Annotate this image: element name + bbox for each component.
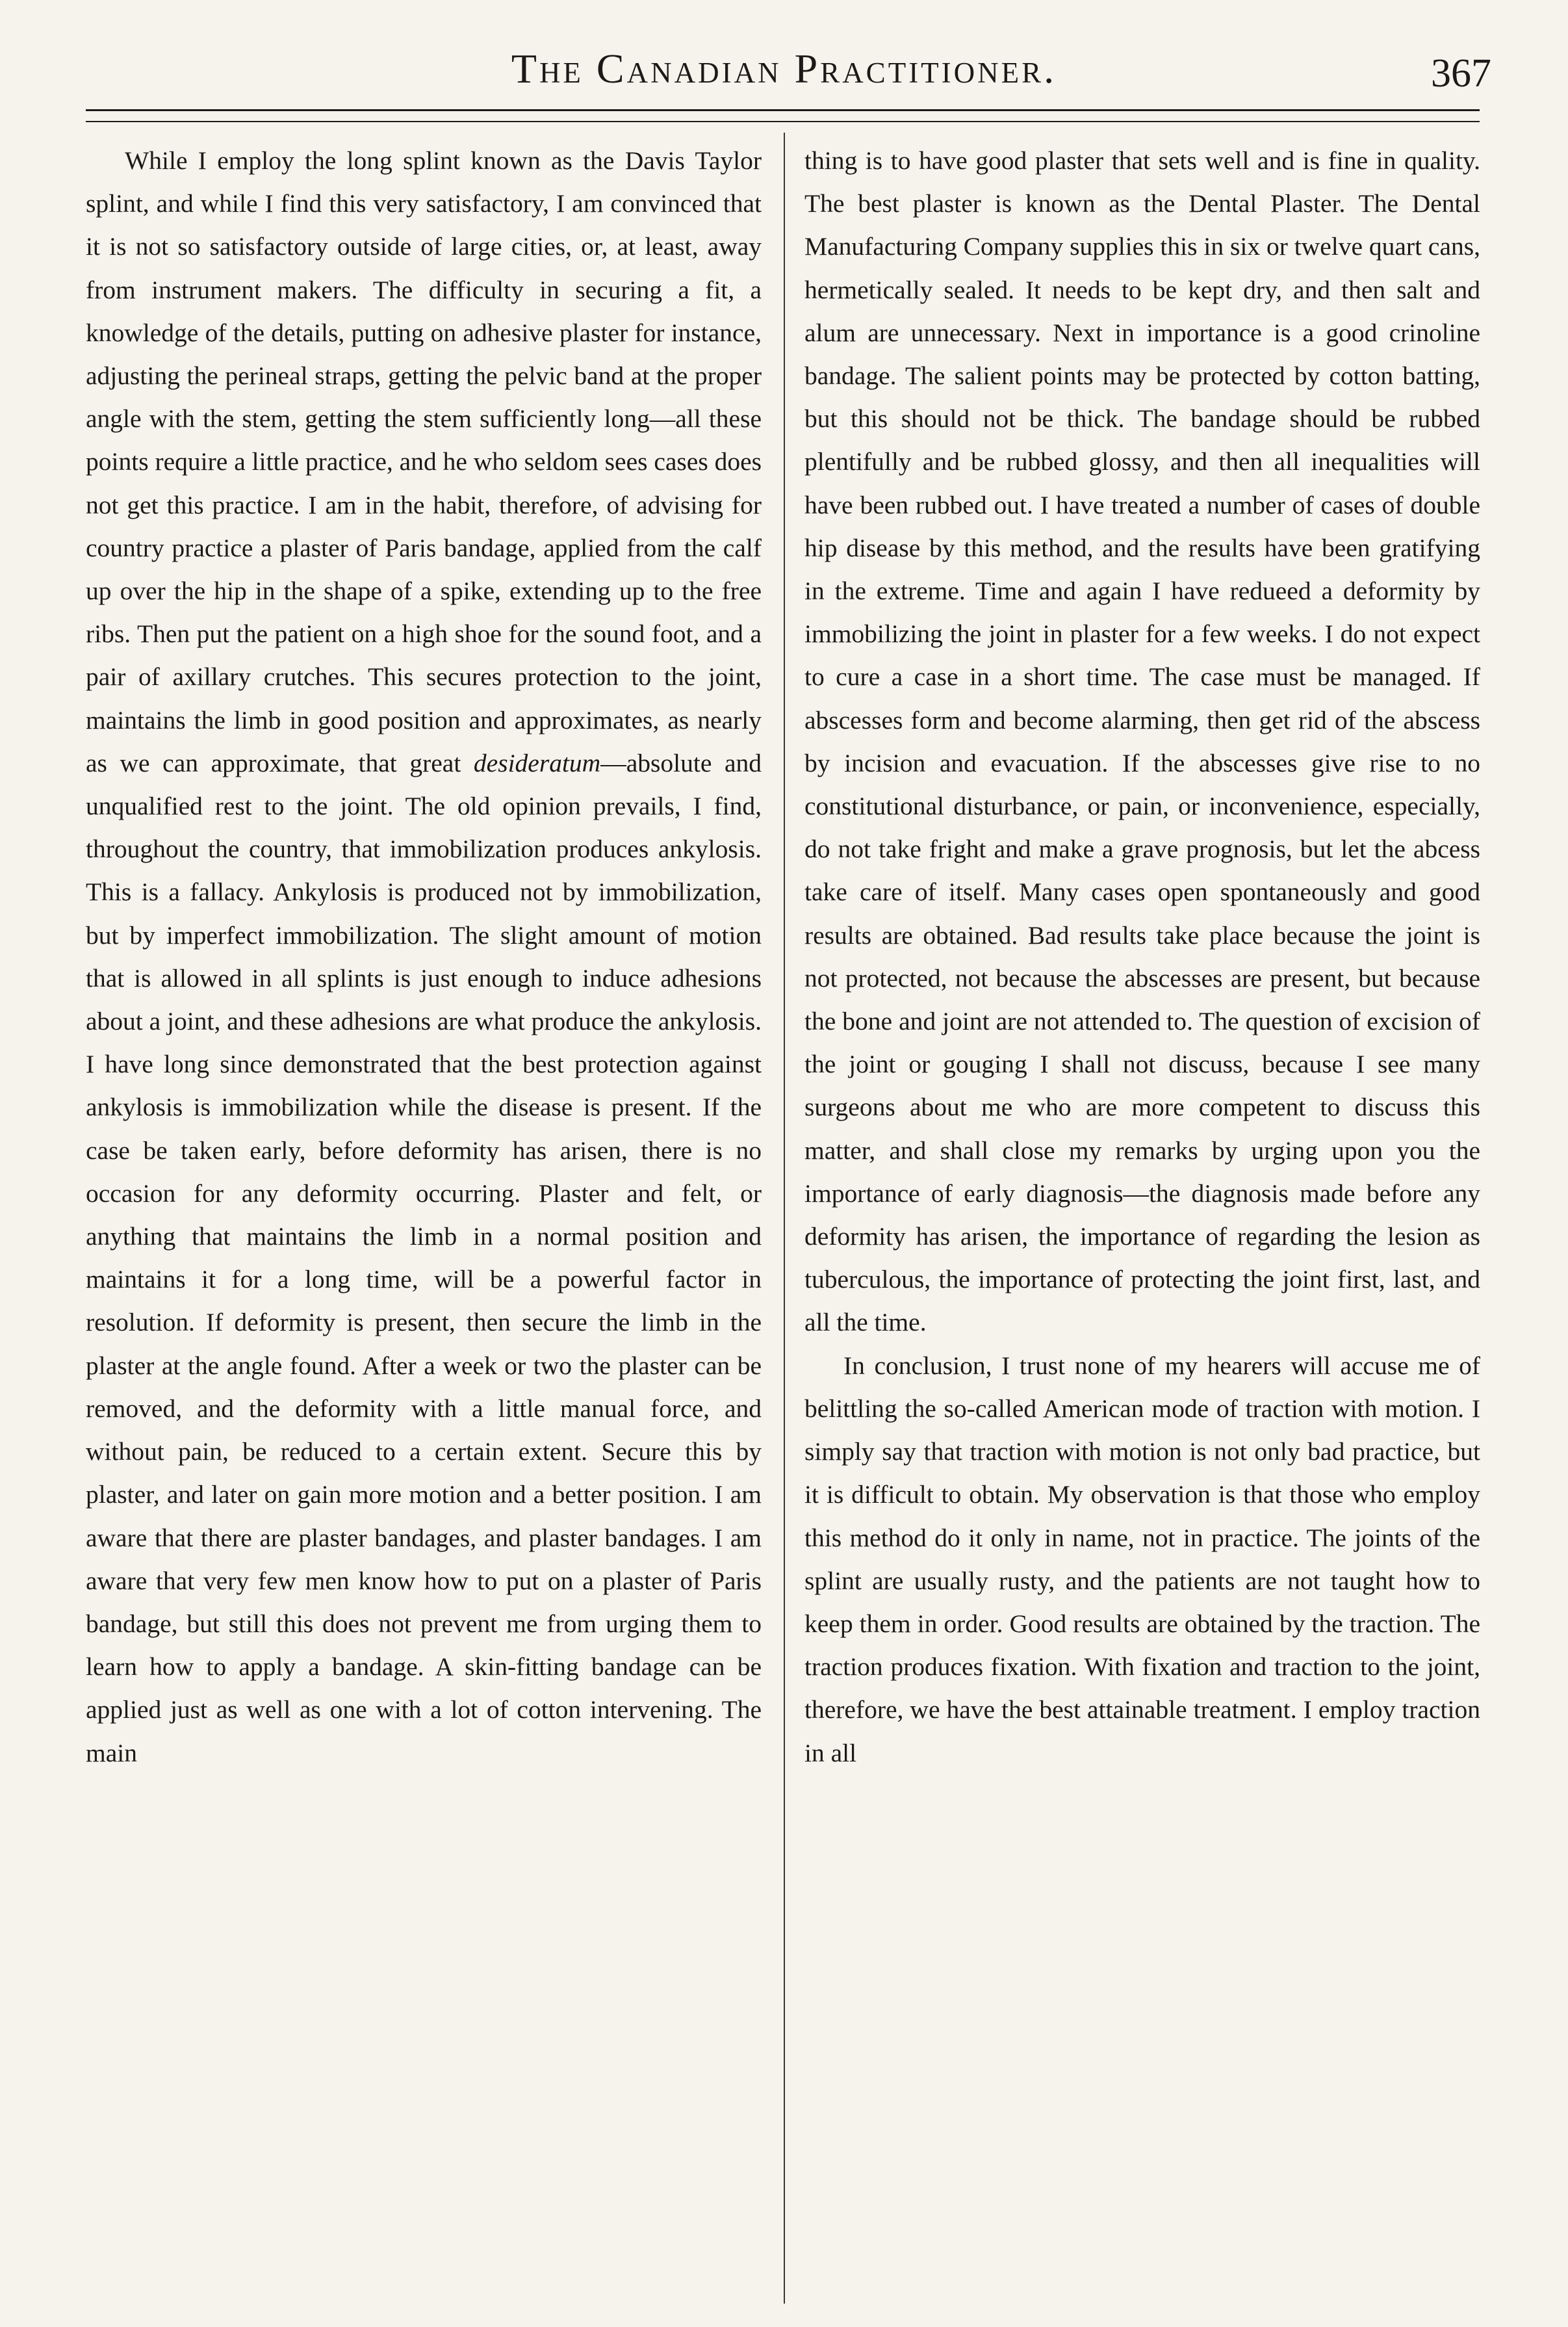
italic-term: desideratum	[473, 748, 601, 777]
column-divider	[784, 133, 785, 2304]
page-number: 367	[1431, 51, 1491, 96]
left-column	[86, 139, 762, 2284]
paragraph: In conclusion, I trust none of my hearers will accuse me of belittling the so-called American mode of traction with motion. I simply say that traction with motion is not only bad practice, but it is difficult to obtain. My observation is that those who employ this method do it only in name, not in practice. The joints of the splint are usually rusty, and the patients are not taught how to keep them in order. Good results are obtained by the traction. The traction produces fixation. With fixation and traction to the joint, therefore, we have the best attainable treatment. I employ traction in all	[804, 1351, 1480, 1767]
paragraph	[86, 139, 762, 1774]
header-rule	[86, 109, 1480, 111]
header-rule-thin	[86, 121, 1480, 122]
paragraph-text: While I employ the long splint known as the Davis Taylor splint, and while I find this very satisfactory, I am convinced that it is not so satisfactory outside of large cities, or, at least, away from instrument makers. The difficulty in securing a fit, a knowledge of the details, putting on adhesive plaster for instance, adjusting the perineal straps, getting the pelvic band at the proper angle with the stem, getting the stem sufficiently long—all these points require a little practice, and he who seldom sees cases does not get this practice. I am in the habit, therefore, of advising for country practice a plaster of Paris bandage, applied from the calf up over the hip in the shape of a spike, extending up to the free ribs. Then put the patient on a high shoe for the sound foot, and a pair of axillary crutches. This secures protection to the joint, maintains the limb in good position and approximates, as nearly as we can approximate, that great	[86, 146, 762, 777]
running-title: The Canadian Practitioner.	[511, 46, 1057, 92]
paragraph: thing is to have good plaster that sets well and is fine in quality. The best plaster is known as the Dental Plaster. The Dental Manufacturing Company supplies this in six or twelve quart cans, hermetically sealed. It needs to be kept dry, and then salt and alum are unnecessary. Next in importance is a good crinoline bandage. The salient points may be protected by cotton batting, but this should not be thick. The bandage should be rubbed plentifully and be rubbed glossy, and then all inequalities will have been rubbed out. I have treated a number of cases of double hip disease by this method, and the results have been gratifying in the extreme. Time and again I have redueed a deformity by immobilizing the joint in plaster for a few weeks. I do not expect to cure a case in a short time. The case must be managed. If abscesses form and become alarming, then get rid of the abscess by incision and evacuation. If the abscesses give rise to no constitutional disturbance, or pain, or inconvenience, especially, do not take fright and make a grave prognosis, but let the abcess take care of itself. Many cases open spontaneously and good results are obtained. Bad results take place because the joint is not protected, not because the abscesses are present, but because the bone and joint are not attended to. The question of excision of the joint or gouging I shall not discuss, because I see many surgeons about me who are more competent to discuss this matter, and shall close my remarks by urging upon you the importance of early diagnosis—the diagnosis made before any deformity has arisen, the importance of regarding the lesion as tuberculous, the importance of protecting the joint first, last, and all the time.	[804, 146, 1480, 1337]
right-column	[804, 139, 1480, 2284]
paragraph-text: —absolute and unqualified rest to the joint. The old opinion prevails, I find, throughout the country, that immobilization produces ankylosis. This is a fallacy. Ankylosis is produced not by immobilization, but by imperfect immobilization. The slight amount of motion that is allowed in all splints is just enough to induce adhesions about a joint, and these adhesions are what produce the ankylosis. I have long since demonstrated that the best protection against ankylosis is immobilization while the disease is present. If the case be taken early, before deformity has arisen, there is no occasion for any deformity occurring. Plaster and felt, or anything that maintains the limb in a normal position and maintains it for a long time, will be a powerful factor in resolution. If deformity is present, then secure the limb in the plaster at the angle found. After a week or two the plaster can be removed, and the deformity with a little manual force, and without pain, be reduced to a certain extent. Secure this by plaster, and later on gain more motion and a better position. I am aware that there are plaster bandages, and plaster bandages. I am aware that very few men know how to put on a plaster of Paris bandage, but still this does not prevent me from urging them to learn how to apply a bandage. A skin-fitting bandage can be applied just as well as one with a lot of cotton intervening. The main	[86, 748, 762, 1767]
